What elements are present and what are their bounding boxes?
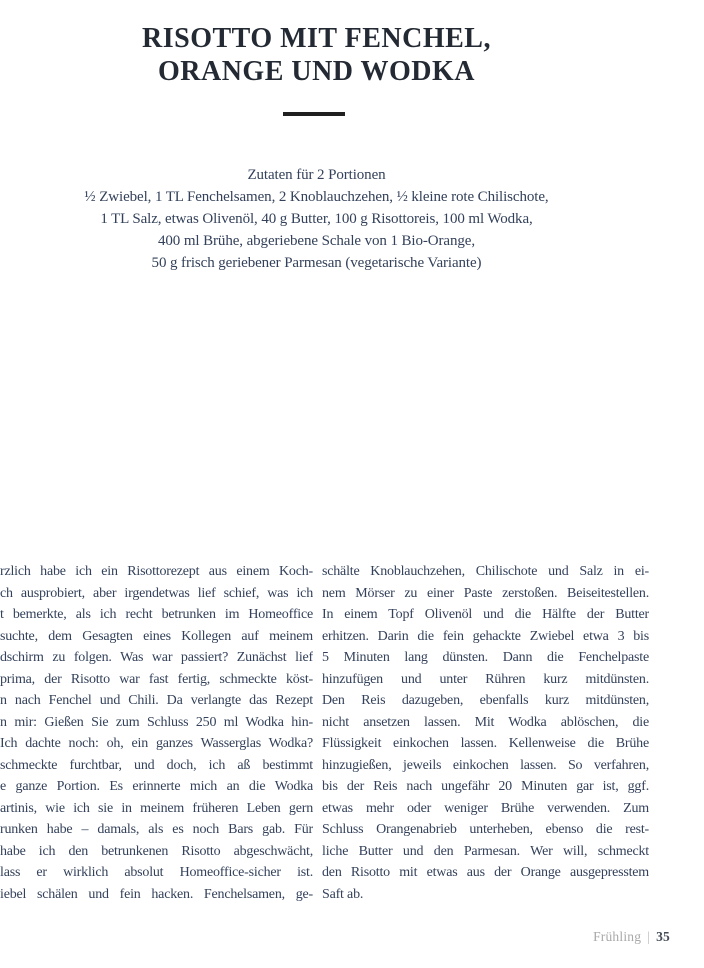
- text-line: ½ Zwiebel, 1 TL Fenchelsamen, 2 Knoblauchzehen, ½ kleine rote Chilischote,: [84, 189, 549, 205]
- title-divider-rule: [283, 112, 345, 116]
- text-line: artinis, wie ich sie in meinem früheren Leben gern: [0, 800, 313, 816]
- text-line: ch ausprobiert, aber irgendetwas lief schief, was ich: [0, 585, 313, 601]
- text-line: t bemerkte, als ich recht betrunken im Homeoffice: [0, 607, 313, 622]
- ingredients-lines: [0, 186, 633, 274]
- text-line: n nach Fenchel und Chili. Da verlangte das Rezept: [0, 693, 313, 708]
- text-line: Schluss Orangenabrieb unterheben, ebenso die rest-: [322, 822, 649, 837]
- text-line: erhitzen. Darin die fein gehackte Zwiebel etwa 3 bis: [322, 628, 649, 644]
- text-line: Flüssigkeit einkochen lassen. Kellenweise die Brühe: [322, 736, 649, 751]
- text-line: dschirm zu folgen. Was war passiert? Zunächst lief: [0, 650, 313, 665]
- text-line: den Risotto mit etwas aus der Orange ausgepresstem: [322, 865, 649, 880]
- text-line: In einem Topf Olivenöl und die Hälfte der Butter: [322, 607, 649, 622]
- ingredients-block: [0, 164, 633, 274]
- page-footer: [593, 929, 670, 945]
- text-line: 50 g frisch geriebener Parmesan (vegetarische Variante): [151, 255, 482, 271]
- text-line: iebel schälen und fein hacken. Fenchelsamen, ge-: [0, 886, 313, 902]
- text-line: Ich dachte noch: oh, ein ganzes Wasserglas Wodka?: [0, 736, 313, 751]
- footer-separator: |: [647, 929, 651, 944]
- text-line: prima, der Risotto war fast fertig, schmeckte köst-: [0, 671, 313, 687]
- text-line: Den Reis dazugeben, ebenfalls kurz mitdünsten,: [322, 693, 649, 708]
- text-line: 1 TL Salz, etwas Olivenöl, 40 g Butter, 100 g Risottoreis, 100 ml Wodka,: [100, 211, 533, 227]
- text-line: etwas mehr oder weniger Brühe verwenden. Zum: [322, 800, 649, 816]
- text-line: n mir: Gießen Sie zum Schluss 250 ml Wodka hin-: [0, 714, 313, 730]
- text-line: suchte, dem Gesagten eines Kollegen auf meinem: [0, 628, 313, 644]
- ingredients-heading: Zutaten für 2 Portionen: [247, 167, 386, 183]
- text-line: 5 Minuten lang dünsten. Dann die Fenchelpaste: [322, 650, 649, 665]
- text-line: 400 ml Brühe, abgeriebene Schale von 1 Bio-Orange,: [158, 233, 475, 249]
- text-line: schmeckte furchtbar, und doch, ich aß bestimmt: [0, 757, 313, 773]
- text-line: hinzugießen, jeweils einkochen lassen. So verfahren,: [322, 757, 649, 773]
- recipe-title-line-2: ORANGE UND WODKA: [157, 56, 476, 87]
- body-text-left-column: [0, 561, 313, 905]
- recipe-title-line-1: RISOTTO MIT FENCHEL,: [142, 23, 491, 54]
- text-line: Saft ab.: [322, 886, 364, 902]
- footer-season-label: Frühling: [593, 929, 642, 944]
- text-line: bis der Reis nach ungefähr 20 Minuten gar ist, ggf.: [322, 779, 649, 794]
- text-line: nicht ansetzen lassen. Mit Wodka ablöschen, die: [322, 714, 649, 730]
- text-line: hinzufügen und unter Rühren kurz mitdünsten.: [322, 671, 649, 687]
- footer-page-number: 35: [656, 929, 670, 944]
- text-line: lass er wirklich absolut Homeoffice-sicher ist.: [0, 865, 313, 880]
- text-line: liche Butter und den Parmesan. Wer will, schmeckt: [322, 843, 649, 859]
- body-text-right-column: [322, 561, 649, 905]
- text-line: nem Mörser zu einer Paste zerstoßen. Beiseitestellen.: [322, 585, 649, 601]
- text-line: e ganze Portion. Es erinnerte mich an die Wodka: [0, 779, 313, 794]
- text-line: runken habe – damals, als es noch Bars gab. Für: [0, 822, 313, 837]
- text-line: rzlich habe ich ein Risottorezept aus einem Koch-: [0, 564, 313, 579]
- text-line: habe ich den betrunkenen Risotto abgeschwächt,: [0, 843, 313, 859]
- recipe-title: [0, 22, 633, 88]
- text-line: schälte Knoblauchzehen, Chilischote und Salz in ei-: [322, 564, 649, 579]
